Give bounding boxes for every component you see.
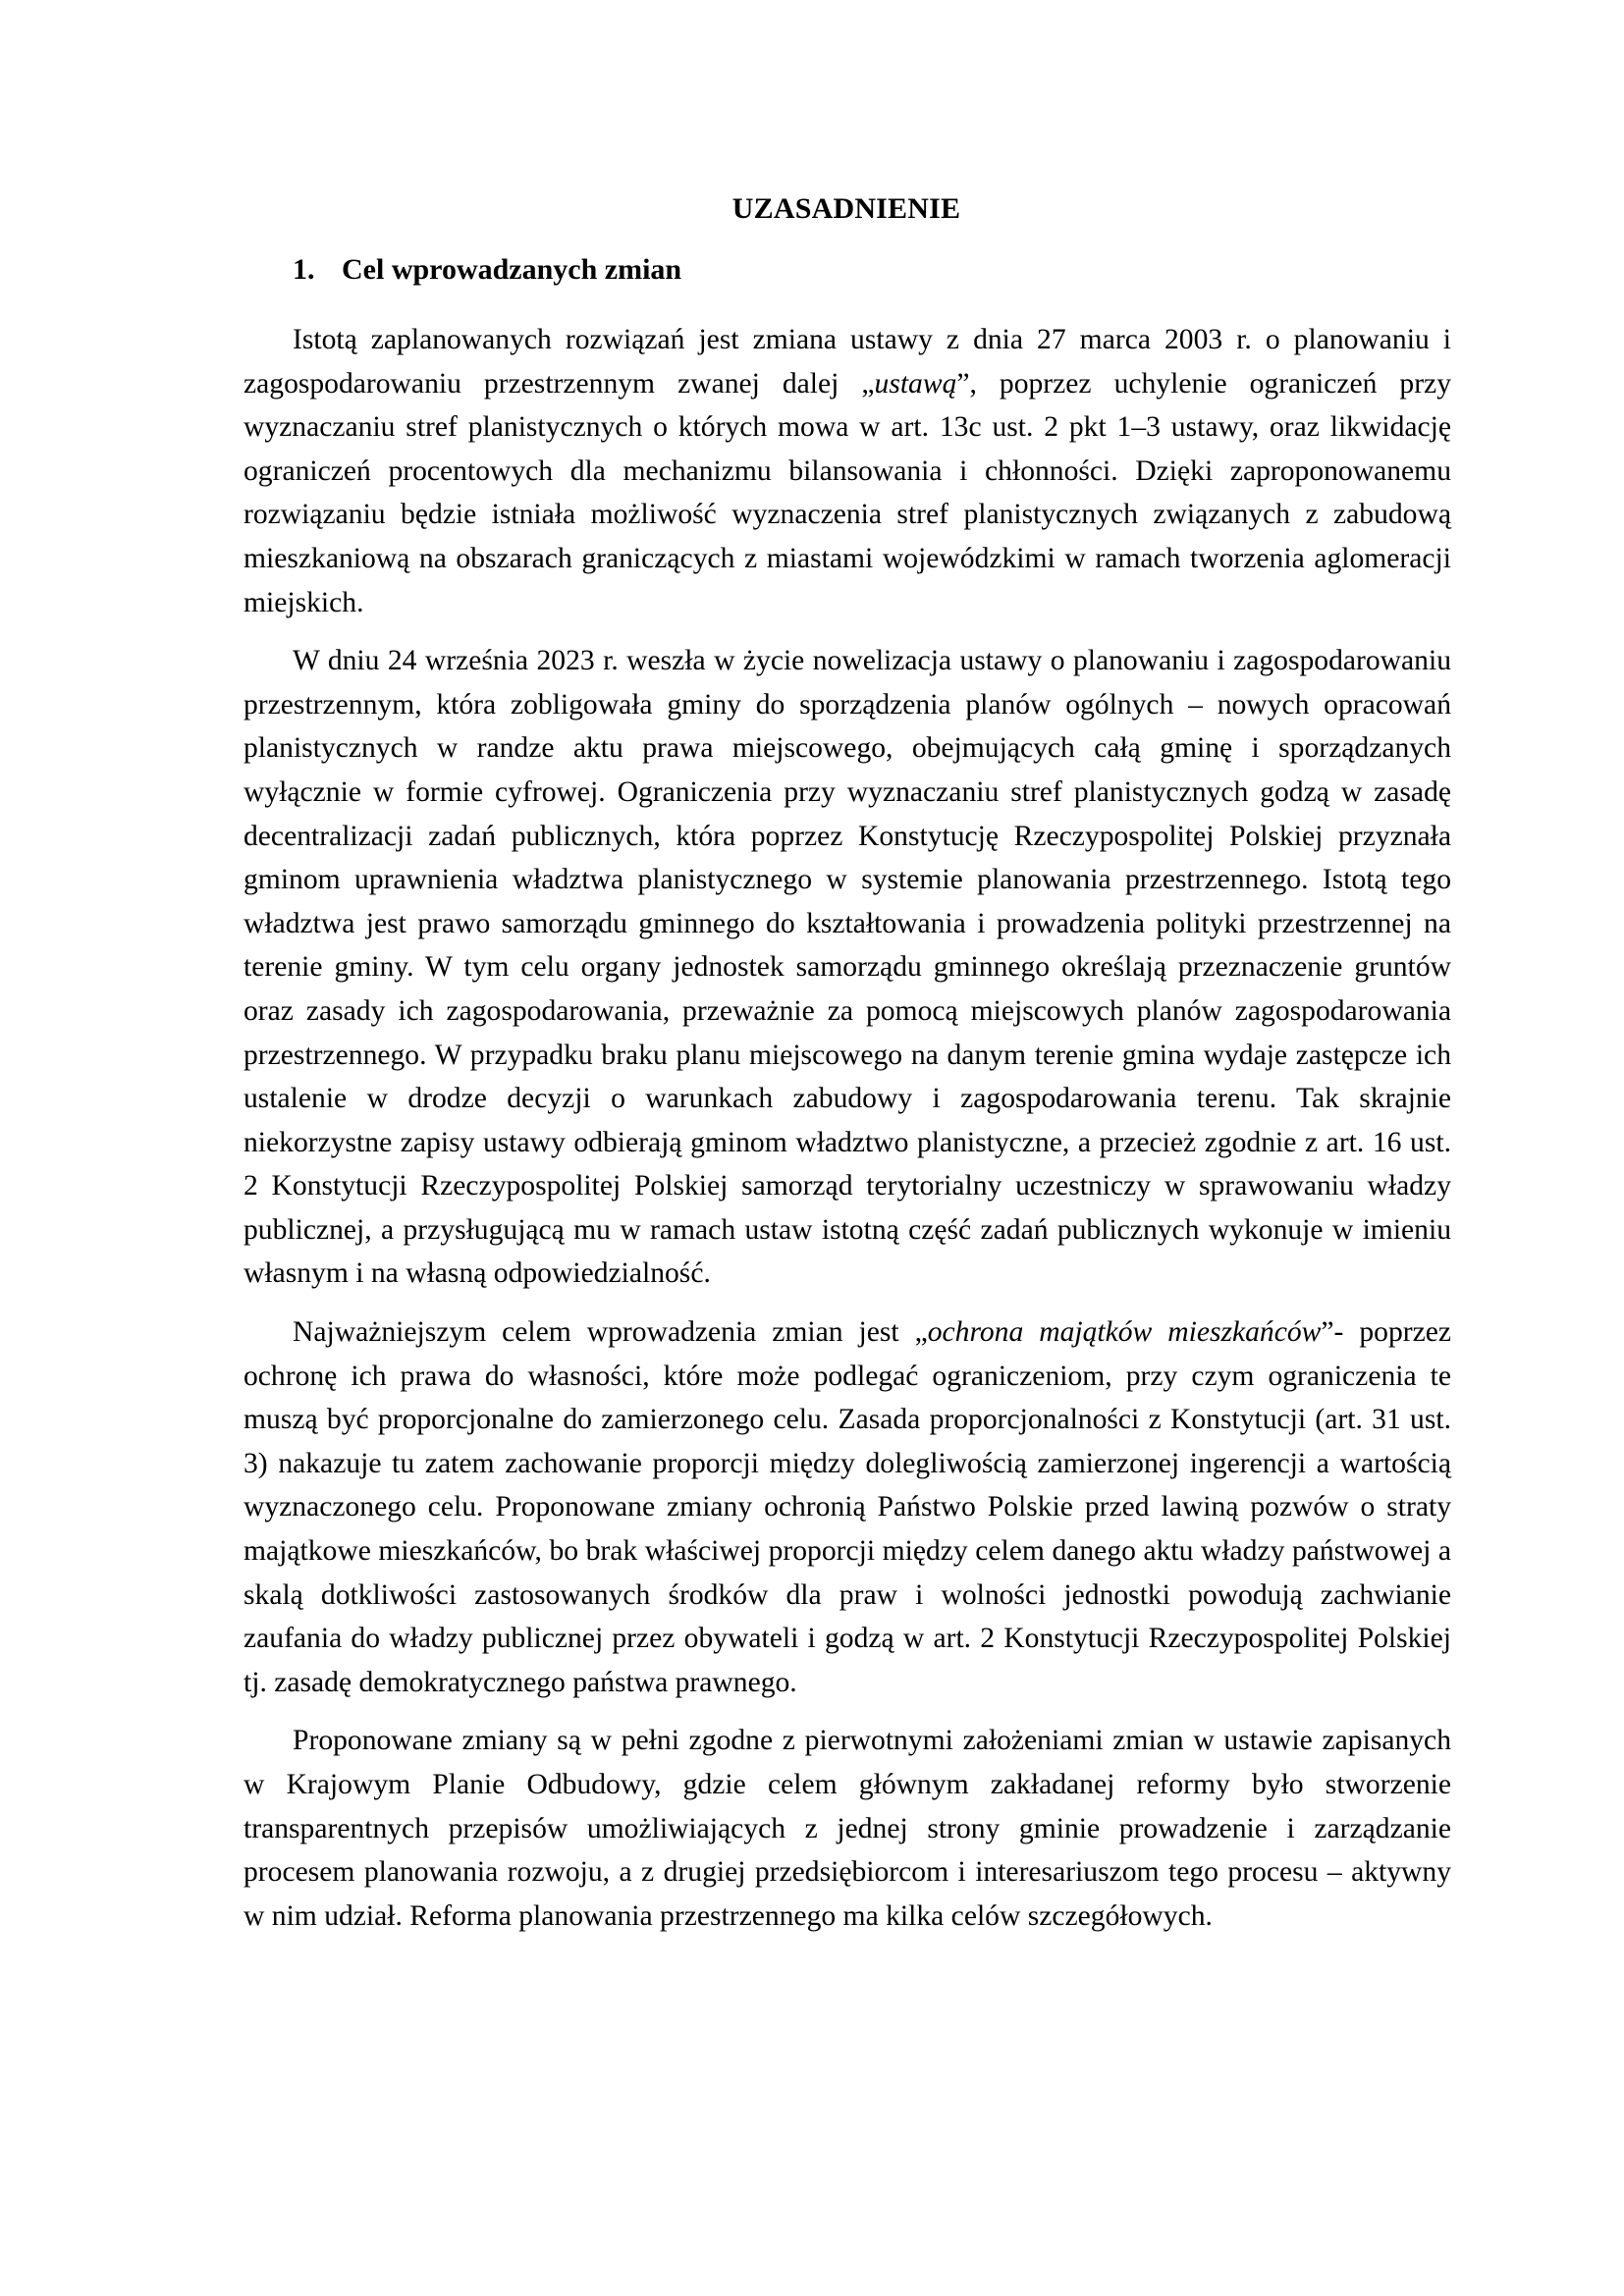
- document-title: UZASADNIENIE: [731, 192, 961, 225]
- section-number: 1.: [293, 253, 315, 286]
- paragraph-1: [244, 318, 1451, 624]
- paragraph-3-text-end: ”- poprzez ochronę ich prawa do własności, które może podlegać ograniczeniom, przy czym ograniczenia te muszą być proporcjonalne do zamierzonego celu. Zasada proporcjonalności z Konstytucji (art. 31 ust. 3) nakazuje tu zatem zachowanie proporcji między dolegliwością zamierzonej ingerencji a wartością wyznaczonego celu. Proponowane zmiany ochronią Państwo Polskie przed lawiną pozwów o straty majątkowe mieszkańców, bo brak właściwej proporcji między celem danego aktu władzy państwowej a skalą dotkliwości zastosowanych środków dla praw i wolności jednostki powodują zachwianie zaufania do władzy publicznej przez obywateli i godzą w art. 2 Konstytucji Rzeczypospolitej Polskiej tj. zasadę demokratycznego państwa prawnego.: [244, 1316, 1451, 1698]
- paragraph-1-italic-term: ustawą: [874, 367, 957, 400]
- section-title: Cel wprowadzanych zmian: [342, 253, 682, 286]
- paragraph-1-text-start: Istotą zaplanowanych rozwiązań jest zmiana ustawy z dnia 27 marca 2003 r. o planowaniu i zagospodarowaniu przestrzennym zwanej dalej „: [244, 324, 1451, 400]
- section-heading: [293, 253, 681, 287]
- paragraph-3: [244, 1310, 1451, 1704]
- paragraph-1-text-end: ”, poprzez uchylenie ograniczeń przy wyznaczaniu stref planistycznych o których mowa w art. 13c ust. 2 pkt 1–3 ustawy, oraz likwidację ograniczeń procentowych dla mechanizmu bilansowania i chłonności. Dzięki zaproponowanemu rozwiązaniu będzie istniała możliwość wyznaczenia stref planistycznych związanych z zabudową mieszkaniową na obszarach graniczących z miastami wojewódzkimi w ramach tworzenia aglomeracji miejskich.: [244, 367, 1451, 618]
- paragraph-4: Proponowane zmiany są w pełni zgodne z pierwotnymi założeniami zmian w ustawie zapisanych w Krajowym Planie Odbudowy, gdzie celem głównym zakładanej reformy było stworzenie transparentnych przepisów umożliwiających z jednej strony gminie prowadzenie i zarządzanie procesem planowania rozwoju, a z drugiej przedsiębiorcom i interesariuszom tego procesu – aktywny w nim udział. Reforma planowania przestrzennego ma kilka celów szczegółowych.: [244, 1725, 1451, 1932]
- document-body: [244, 318, 1451, 1952]
- paragraph-3-text-start: Najważniejszym celem wprowadzenia zmian jest „: [293, 1316, 928, 1349]
- paragraph-3-italic-term: ochrona majątków mieszkańców: [927, 1316, 1322, 1349]
- paragraph-2: W dniu 24 września 2023 r. weszła w życie nowelizacja ustawy o planowaniu i zagospodarowaniu przestrzennym, która zobligowała gminy do sporządzenia planów ogólnych – nowych opracowań planistycznych w randze aktu prawa miejscowego, obejmujących całą gminę i sporządzanych wyłącznie w formie cyfrowej. Ograniczenia przy wyznaczaniu stref planistycznych godzą w zasadę decentralizacji zadań publicznych, która poprzez Konstytucję Rzeczypospolitej Polskiej przyznała gminom uprawnienia władztwa planistycznego w systemie planowania przestrzennego. Istotą tego władztwa jest prawo samorządu gminnego do kształtowania i prowadzenia polityki przestrzennej na terenie gminy. W tym celu organy jednostek samorządu gminnego określają przeznaczenie gruntów oraz zasady ich zagospodarowania, przeważnie za pomocą miejscowych planów zagospodarowania przestrzennego. W przypadku braku planu miejscowego na danym terenie gmina wydaje zastępcze ich ustalenie w drodze decyzji o warunkach zabudowy i zagospodarowania terenu. Tak skrajnie niekorzystne zapisy ustawy odbierają gminom władztwo planistyczne, a przecież zgodnie z art. 16 ust. 2 Konstytucji Rzeczypospolitej Polskiej samorząd terytorialny uczestniczy w sprawowaniu władzy publicznej, a przysługującą mu w ramach ustaw istotną część zadań publicznych wykonuje w imieniu własnym i na własną odpowiedzialność.: [244, 645, 1451, 1290]
